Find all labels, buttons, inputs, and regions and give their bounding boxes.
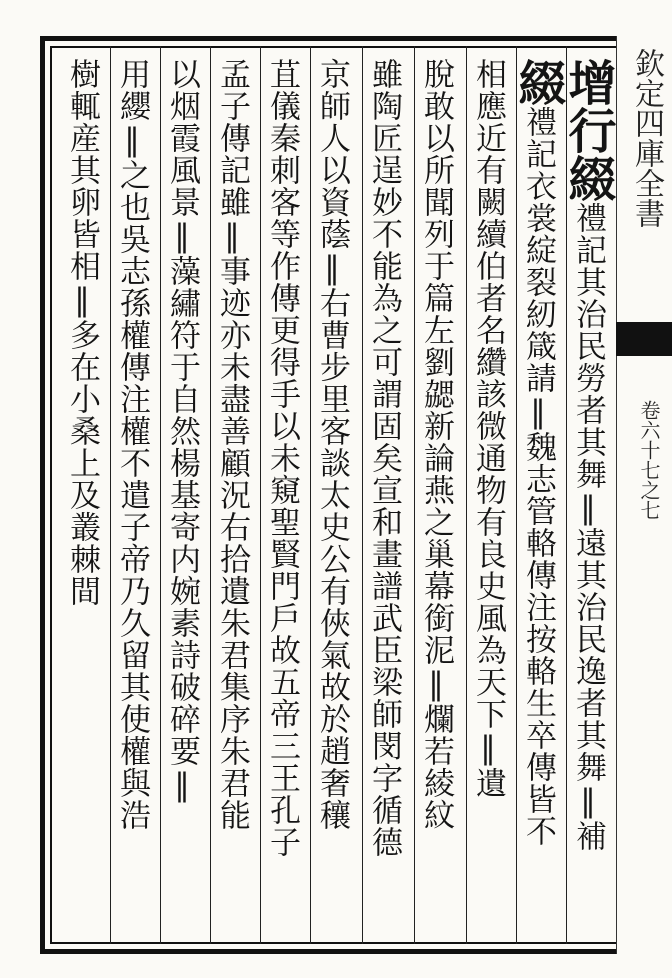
text-column-5: 雖陶匠逞妙不能為之可謂固矣宣和畫譜武臣梁師閔字循德	[366, 58, 402, 858]
fishtail-mark	[616, 322, 672, 356]
text-column-6: 京師人以資蔭‖右曹步里客談太史公有俠氣故於趙奢穰	[314, 58, 350, 831]
text-column-10: 用纓‖之也吳志孫權傳注權不遣子帝乃久留其使權與浩	[114, 58, 150, 831]
book-title: 欽定四庫全書	[629, 48, 664, 228]
text-column-11: 樹輒産其卵皆相‖多在小桑上及叢棘間	[64, 58, 100, 607]
text-column-7: 苴儀秦刺客等作傳更得手以未窺聖賢門戶故五帝三王孔子	[264, 58, 300, 858]
text-column-1: 增行綴禮記其治民勞者其舞‖遠其治民逸者其舞‖補	[560, 58, 616, 852]
text-column-9: 以烟霞風景‖藻繡符于自然楊基寄内婉素詩破碎要‖	[164, 58, 200, 804]
text-column-8: 孟子傳記雖‖事迹亦未盡善顧況右拾遺朱君集序朱君能	[214, 58, 250, 831]
text-column-2: 綴禮記衣裳綻裂紉箴請‖魏志管輅傳注按輅生卒傳皆不	[510, 58, 566, 847]
fore-edge-line	[616, 36, 617, 954]
text-column-4: 脫敢以所聞列于篇左劉勰新論燕之巢幕銜泥‖爛若綾紋	[418, 58, 454, 831]
volume-label: 卷六十七之七	[637, 400, 661, 520]
text-column-3: 相應近有闕續伯者名纘該微通物有良史風為天下‖遺	[470, 58, 506, 799]
